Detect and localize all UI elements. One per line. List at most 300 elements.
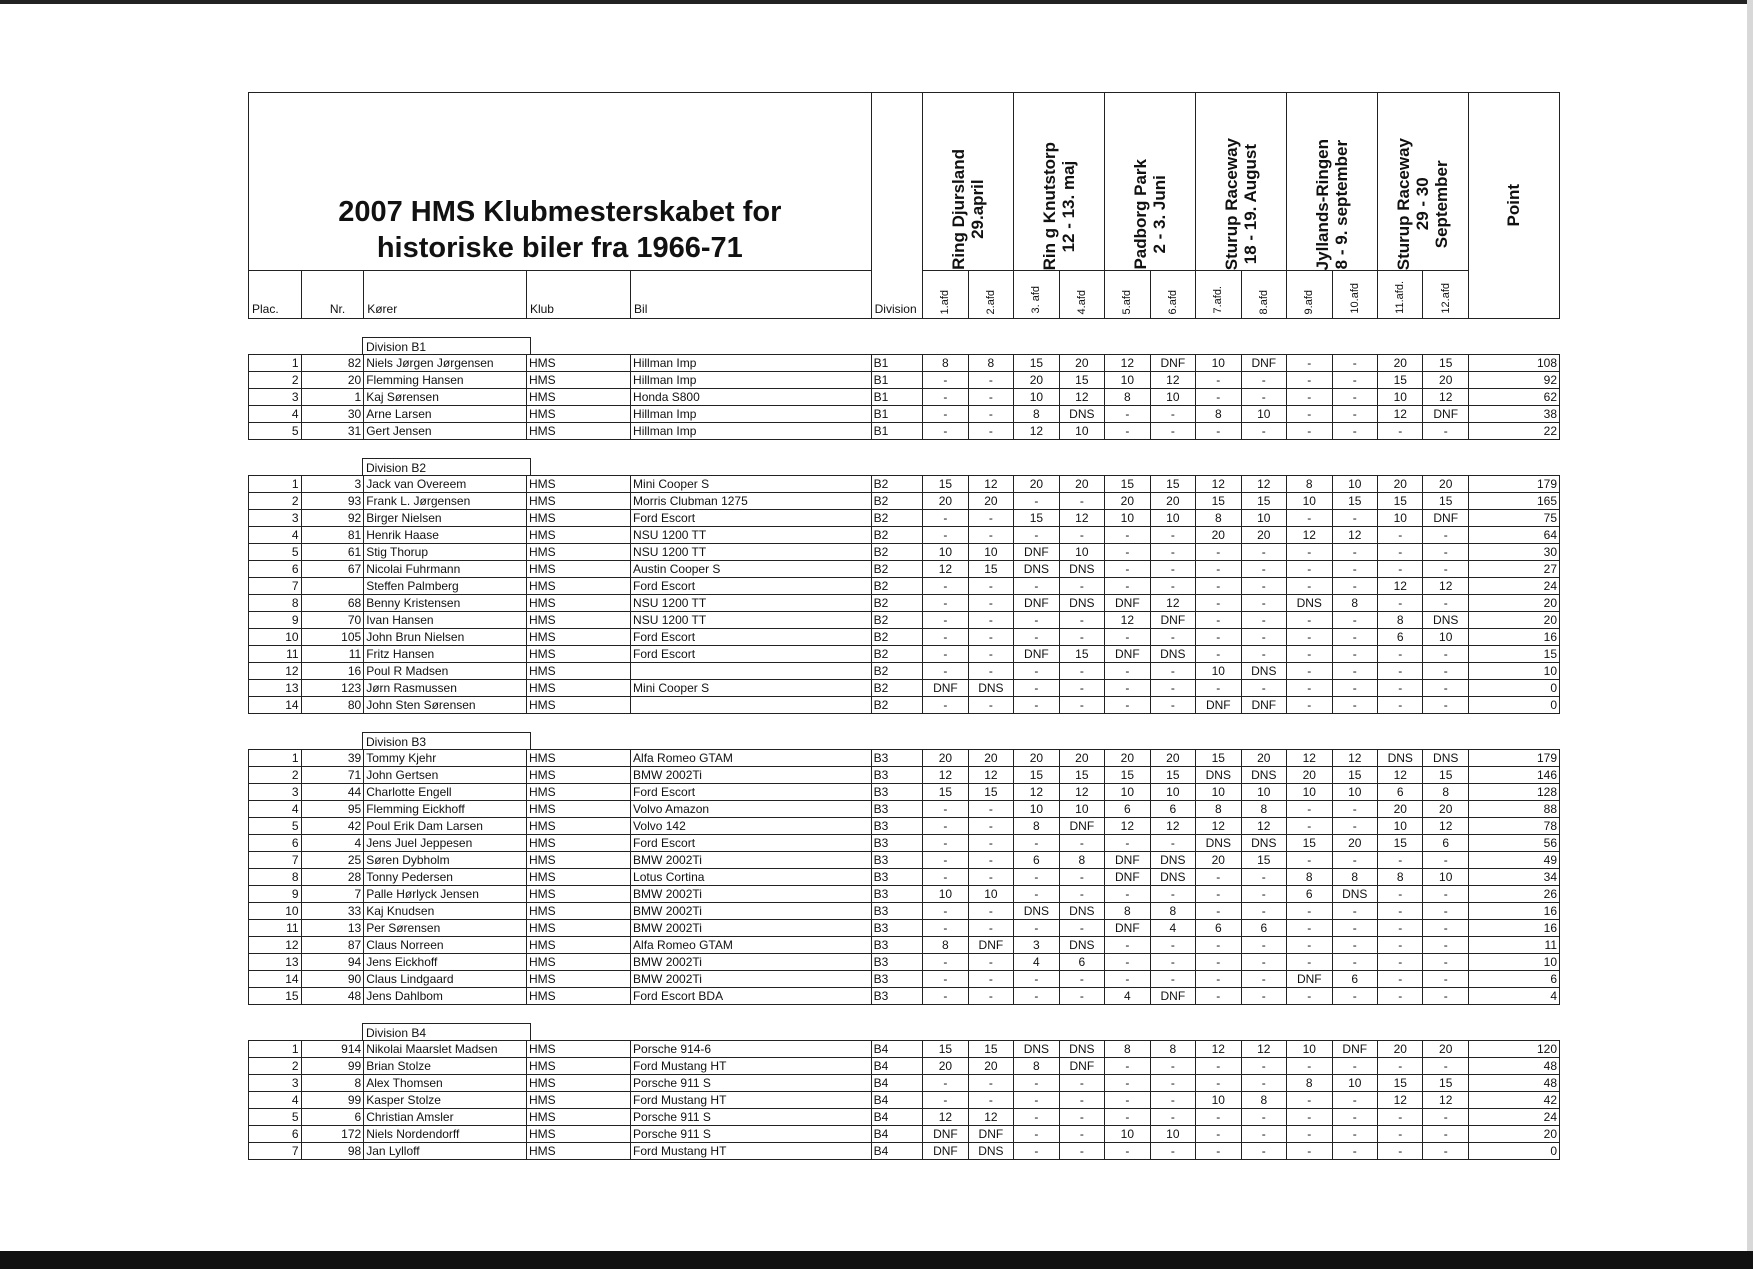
cell-round-result: - bbox=[1378, 852, 1423, 869]
table-row bbox=[249, 697, 1560, 714]
cell-plac: 14 bbox=[249, 697, 302, 714]
cell-round-result: 20 bbox=[1196, 527, 1241, 544]
cell-points: 30 bbox=[1468, 544, 1559, 561]
cell-round-result: - bbox=[1378, 988, 1423, 1005]
cell-round-result: - bbox=[1150, 663, 1195, 680]
cell-round-result: DNF bbox=[1014, 646, 1059, 663]
cell-round-result: DNS bbox=[1150, 646, 1195, 663]
cell-nr: 6 bbox=[301, 1109, 364, 1126]
cell-division: B1 bbox=[871, 389, 923, 406]
cell-round-result: 8 bbox=[1150, 903, 1195, 920]
cell-round-result: - bbox=[1423, 886, 1468, 903]
cell-car: Ford Escort BDA bbox=[631, 988, 872, 1005]
col-header-driver: Kører bbox=[364, 271, 527, 319]
cell-round-result: 12 bbox=[968, 767, 1013, 784]
cell-club: HMS bbox=[526, 663, 630, 680]
cell-round-result: 8 bbox=[1196, 510, 1241, 527]
cell-division: B2 bbox=[871, 578, 923, 595]
cell-nr: 172 bbox=[301, 1126, 364, 1143]
cell-division: B1 bbox=[871, 406, 923, 423]
cell-round-result: DNS bbox=[1423, 750, 1468, 767]
cell-round-result: 15 bbox=[1423, 493, 1468, 510]
cell-round-result: - bbox=[1332, 954, 1377, 971]
cell-round-result: 10 bbox=[1196, 663, 1241, 680]
cell-round-result: - bbox=[1059, 612, 1104, 629]
cell-driver: Niels Nordendorff bbox=[364, 1126, 527, 1143]
table-row bbox=[249, 1092, 1560, 1109]
cell-car: Volvo Amazon bbox=[631, 801, 872, 818]
cell-round-result: 8 bbox=[1241, 801, 1286, 818]
cell-round-result: - bbox=[1378, 561, 1423, 578]
cell-nr: 48 bbox=[301, 988, 364, 1005]
cell-round-result: 6 bbox=[1241, 920, 1286, 937]
cell-round-result: - bbox=[1059, 1075, 1104, 1092]
cell-round-result: - bbox=[1105, 1092, 1150, 1109]
cell-round-result: - bbox=[923, 510, 968, 527]
cell-car: Volvo 142 bbox=[631, 818, 872, 835]
cell-nr: 95 bbox=[301, 801, 364, 818]
cell-round-result: - bbox=[1241, 423, 1286, 440]
cell-round-result: - bbox=[1059, 869, 1104, 886]
round-header: 11.afd. bbox=[1378, 271, 1423, 319]
cell-round-result: 12 bbox=[1014, 784, 1059, 801]
cell-round-result: - bbox=[1241, 1109, 1286, 1126]
cell-plac: 9 bbox=[249, 612, 302, 629]
cell-round-result: - bbox=[1241, 954, 1286, 971]
cell-driver: Claus Norreen bbox=[364, 937, 527, 954]
cell-round-result: 10 bbox=[1287, 1041, 1332, 1058]
cell-nr: 30 bbox=[301, 406, 364, 423]
table-row bbox=[249, 510, 1560, 527]
cell-round-result: 10 bbox=[1196, 1092, 1241, 1109]
cell-round-result: - bbox=[1105, 423, 1150, 440]
cell-points: 120 bbox=[1468, 1041, 1559, 1058]
cell-round-result: - bbox=[1014, 612, 1059, 629]
cell-driver: Nicolai Fuhrmann bbox=[364, 561, 527, 578]
cell-driver: Jens Dahlbom bbox=[364, 988, 527, 1005]
cell-round-result: 15 bbox=[1241, 852, 1286, 869]
cell-round-result: - bbox=[923, 406, 968, 423]
cell-round-result: 15 bbox=[1196, 493, 1241, 510]
table-row bbox=[249, 784, 1560, 801]
cell-driver: Fritz Hansen bbox=[364, 646, 527, 663]
event-header-3: Padborg Park 2 - 3. Juni bbox=[1105, 93, 1196, 271]
cell-round-result: - bbox=[1014, 697, 1059, 714]
cell-round-result: 8 bbox=[1105, 389, 1150, 406]
cell-round-result: - bbox=[1332, 423, 1377, 440]
cell-division: B2 bbox=[871, 510, 923, 527]
cell-round-result: - bbox=[1196, 578, 1241, 595]
cell-club: HMS bbox=[526, 835, 630, 852]
divisions-container bbox=[248, 319, 1560, 1160]
division-spacer bbox=[248, 714, 1560, 732]
cell-round-result: - bbox=[1332, 852, 1377, 869]
cell-round-result: - bbox=[1332, 544, 1377, 561]
cell-round-result: - bbox=[1241, 372, 1286, 389]
cell-round-result: 20 bbox=[1059, 476, 1104, 493]
cell-round-result: - bbox=[1196, 1058, 1241, 1075]
cell-round-result: 15 bbox=[1378, 1075, 1423, 1092]
cell-plac: 2 bbox=[249, 372, 302, 389]
cell-round-result: - bbox=[1059, 886, 1104, 903]
cell-plac: 2 bbox=[249, 493, 302, 510]
cell-round-result: 20 bbox=[1332, 835, 1377, 852]
cell-round-result: 12 bbox=[1287, 527, 1332, 544]
cell-nr: 105 bbox=[301, 629, 364, 646]
cell-nr: 16 bbox=[301, 663, 364, 680]
cell-round-result: 15 bbox=[1423, 1075, 1468, 1092]
cell-driver: Benny Kristensen bbox=[364, 595, 527, 612]
cell-driver: Tommy Kjehr bbox=[364, 750, 527, 767]
table-row bbox=[249, 629, 1560, 646]
table-row bbox=[249, 1041, 1560, 1058]
cell-round-result: - bbox=[1287, 578, 1332, 595]
cell-driver: Jens Eickhoff bbox=[364, 954, 527, 971]
round-header: 5.afd bbox=[1105, 271, 1150, 319]
cell-division: B2 bbox=[871, 527, 923, 544]
cell-round-result: - bbox=[1241, 937, 1286, 954]
cell-round-result: 10 bbox=[1196, 784, 1241, 801]
cell-round-result: DNS bbox=[1241, 767, 1286, 784]
table-row bbox=[249, 372, 1560, 389]
cell-round-result: 10 bbox=[1150, 1126, 1195, 1143]
cell-round-result: - bbox=[1332, 1126, 1377, 1143]
cell-round-result: - bbox=[1378, 1058, 1423, 1075]
cell-round-result: 12 bbox=[1287, 750, 1332, 767]
cell-club: HMS bbox=[526, 680, 630, 697]
cell-round-result: 15 bbox=[1014, 355, 1059, 372]
cell-plac: 4 bbox=[249, 801, 302, 818]
cell-round-result: - bbox=[1332, 1109, 1377, 1126]
cell-round-result: 12 bbox=[1423, 578, 1468, 595]
cell-points: 0 bbox=[1468, 1143, 1559, 1160]
cell-round-result: 10 bbox=[968, 544, 1013, 561]
cell-car bbox=[631, 663, 872, 680]
cell-round-result: - bbox=[1378, 903, 1423, 920]
cell-round-result: DNS bbox=[1423, 612, 1468, 629]
cell-round-result: 10 bbox=[1150, 784, 1195, 801]
cell-round-result: DNS bbox=[1196, 767, 1241, 784]
cell-division: B3 bbox=[871, 971, 923, 988]
cell-round-result: - bbox=[923, 835, 968, 852]
cell-club: HMS bbox=[526, 646, 630, 663]
cell-round-result: - bbox=[1287, 561, 1332, 578]
division-table bbox=[248, 354, 1560, 440]
cell-round-result: - bbox=[968, 423, 1013, 440]
cell-round-result: - bbox=[1332, 920, 1377, 937]
cell-car: Porsche 911 S bbox=[631, 1109, 872, 1126]
cell-round-result: - bbox=[1332, 903, 1377, 920]
cell-round-result: 12 bbox=[968, 476, 1013, 493]
cell-points: 10 bbox=[1468, 663, 1559, 680]
cell-round-result: - bbox=[1150, 1109, 1195, 1126]
cell-driver: Christian Amsler bbox=[364, 1109, 527, 1126]
table-row bbox=[249, 1075, 1560, 1092]
table-row bbox=[249, 937, 1560, 954]
cell-round-result: - bbox=[1196, 646, 1241, 663]
cell-plac: 3 bbox=[249, 510, 302, 527]
cell-round-result: 6 bbox=[1196, 920, 1241, 937]
cell-round-result: 15 bbox=[1332, 493, 1377, 510]
cell-nr: 81 bbox=[301, 527, 364, 544]
cell-round-result: - bbox=[1105, 680, 1150, 697]
cell-driver: John Gertsen bbox=[364, 767, 527, 784]
cell-round-result: 6 bbox=[1105, 801, 1150, 818]
cell-round-result: DNF bbox=[923, 1126, 968, 1143]
cell-round-result: DNF bbox=[968, 937, 1013, 954]
cell-club: HMS bbox=[526, 903, 630, 920]
cell-round-result: 10 bbox=[1014, 801, 1059, 818]
cell-car: BMW 2002Ti bbox=[631, 920, 872, 937]
cell-car: Honda S800 bbox=[631, 389, 872, 406]
cell-round-result: DNF bbox=[1287, 971, 1332, 988]
cell-round-result: - bbox=[1150, 835, 1195, 852]
cell-club: HMS bbox=[526, 595, 630, 612]
cell-club: HMS bbox=[526, 372, 630, 389]
cell-round-result: - bbox=[1423, 680, 1468, 697]
cell-plac: 1 bbox=[249, 355, 302, 372]
round-header: 2.afd bbox=[968, 271, 1013, 319]
cell-round-result: - bbox=[1287, 937, 1332, 954]
cell-round-result: 20 bbox=[1423, 1041, 1468, 1058]
cell-round-result: 10 bbox=[1378, 389, 1423, 406]
cell-plac: 2 bbox=[249, 767, 302, 784]
cell-club: HMS bbox=[526, 852, 630, 869]
cell-round-result: - bbox=[1196, 612, 1241, 629]
cell-round-result: - bbox=[1332, 697, 1377, 714]
cell-round-result: - bbox=[1332, 937, 1377, 954]
cell-points: 24 bbox=[1468, 578, 1559, 595]
cell-round-result: - bbox=[1332, 612, 1377, 629]
cell-round-result: - bbox=[968, 1092, 1013, 1109]
cell-round-result: - bbox=[1014, 920, 1059, 937]
cell-round-result: 15 bbox=[1150, 767, 1195, 784]
cell-nr: 914 bbox=[301, 1041, 364, 1058]
cell-round-result: DNS bbox=[1150, 869, 1195, 886]
cell-round-result: 15 bbox=[923, 476, 968, 493]
cell-round-result: 15 bbox=[923, 1041, 968, 1058]
cell-car: Porsche 914-6 bbox=[631, 1041, 872, 1058]
cell-round-result: 15 bbox=[1014, 510, 1059, 527]
cell-round-result: 20 bbox=[1059, 750, 1104, 767]
table-row bbox=[249, 971, 1560, 988]
cell-round-result: - bbox=[1105, 663, 1150, 680]
cell-round-result: - bbox=[1196, 544, 1241, 561]
cell-round-result: - bbox=[1059, 680, 1104, 697]
cell-round-result: 15 bbox=[1105, 767, 1150, 784]
cell-round-result: - bbox=[923, 852, 968, 869]
cell-plac: 13 bbox=[249, 680, 302, 697]
cell-round-result: 20 bbox=[923, 493, 968, 510]
cell-round-result: - bbox=[1150, 544, 1195, 561]
cell-round-result: - bbox=[1014, 1126, 1059, 1143]
cell-round-result: - bbox=[1378, 697, 1423, 714]
cell-round-result: - bbox=[1332, 1092, 1377, 1109]
cell-nr: 99 bbox=[301, 1092, 364, 1109]
cell-driver: Kaj Knudsen bbox=[364, 903, 527, 920]
cell-round-result: DNF bbox=[1105, 646, 1150, 663]
cell-round-result: - bbox=[1014, 1143, 1059, 1160]
cell-plac: 5 bbox=[249, 544, 302, 561]
cell-round-result: - bbox=[1150, 1058, 1195, 1075]
round-header: 3. afd bbox=[1014, 271, 1059, 319]
cell-round-result: - bbox=[1150, 423, 1195, 440]
cell-round-result: 12 bbox=[1378, 1092, 1423, 1109]
cell-points: 16 bbox=[1468, 629, 1559, 646]
table-row bbox=[249, 903, 1560, 920]
cell-round-result: - bbox=[1196, 389, 1241, 406]
division-block bbox=[248, 458, 1560, 714]
cell-nr: 80 bbox=[301, 697, 364, 714]
cell-division: B3 bbox=[871, 852, 923, 869]
cell-round-result: - bbox=[1059, 1126, 1104, 1143]
cell-round-result: - bbox=[1105, 971, 1150, 988]
cell-round-result: - bbox=[923, 389, 968, 406]
cell-round-result: - bbox=[968, 510, 1013, 527]
division-label: Division B3 bbox=[362, 732, 531, 749]
division-label: Division B2 bbox=[362, 458, 531, 475]
cell-round-result: DNF bbox=[1332, 1041, 1377, 1058]
cell-round-result: - bbox=[1423, 595, 1468, 612]
cell-round-result: - bbox=[1059, 971, 1104, 988]
cell-driver: Søren Dybholm bbox=[364, 852, 527, 869]
cell-round-result: DNF bbox=[1241, 355, 1286, 372]
cell-car: Hillman Imp bbox=[631, 372, 872, 389]
cell-division: B3 bbox=[871, 886, 923, 903]
cell-club: HMS bbox=[526, 818, 630, 835]
cell-round-result: - bbox=[1287, 801, 1332, 818]
cell-round-result: - bbox=[923, 646, 968, 663]
cell-round-result: - bbox=[968, 971, 1013, 988]
cell-round-result: DNF bbox=[1241, 697, 1286, 714]
cell-round-result: - bbox=[1241, 544, 1286, 561]
cell-nr: 94 bbox=[301, 954, 364, 971]
cell-division: B4 bbox=[871, 1109, 923, 1126]
cell-round-result: 20 bbox=[1378, 476, 1423, 493]
cell-round-result: 10 bbox=[1423, 869, 1468, 886]
cell-round-result: - bbox=[1105, 561, 1150, 578]
cell-round-result: 10 bbox=[1332, 1075, 1377, 1092]
cell-round-result: - bbox=[1241, 680, 1286, 697]
cell-round-result: 10 bbox=[1014, 389, 1059, 406]
cell-round-result: DNF bbox=[1105, 869, 1150, 886]
cell-car: Porsche 911 S bbox=[631, 1126, 872, 1143]
cell-car: Hillman Imp bbox=[631, 423, 872, 440]
cell-round-result: 8 bbox=[1196, 801, 1241, 818]
cell-round-result: - bbox=[968, 869, 1013, 886]
round-header: 4.afd bbox=[1059, 271, 1104, 319]
cell-driver: Poul R Madsen bbox=[364, 663, 527, 680]
cell-round-result: - bbox=[1150, 954, 1195, 971]
cell-division: B4 bbox=[871, 1126, 923, 1143]
cell-car: BMW 2002Ti bbox=[631, 971, 872, 988]
scan-edge-top bbox=[0, 0, 1753, 4]
cell-club: HMS bbox=[526, 937, 630, 954]
cell-round-result: 20 bbox=[923, 750, 968, 767]
cell-round-result: 15 bbox=[968, 1041, 1013, 1058]
cell-round-result: - bbox=[1287, 1092, 1332, 1109]
cell-car: Ford Escort bbox=[631, 835, 872, 852]
cell-division: B2 bbox=[871, 646, 923, 663]
cell-round-result: - bbox=[1378, 971, 1423, 988]
cell-car: NSU 1200 TT bbox=[631, 612, 872, 629]
cell-points: 20 bbox=[1468, 595, 1559, 612]
table-row bbox=[249, 767, 1560, 784]
cell-plac: 7 bbox=[249, 852, 302, 869]
cell-round-result: 10 bbox=[968, 886, 1013, 903]
cell-round-result: 8 bbox=[1105, 903, 1150, 920]
cell-round-result: 20 bbox=[1059, 355, 1104, 372]
cell-nr: 7 bbox=[301, 886, 364, 903]
table-row bbox=[249, 869, 1560, 886]
cell-division: B4 bbox=[871, 1075, 923, 1092]
cell-round-result: 12 bbox=[1150, 818, 1195, 835]
cell-round-result: 20 bbox=[1241, 750, 1286, 767]
table-row bbox=[249, 595, 1560, 612]
cell-club: HMS bbox=[526, 355, 630, 372]
cell-driver: Per Sørensen bbox=[364, 920, 527, 937]
cell-round-result: - bbox=[1014, 1109, 1059, 1126]
cell-round-result: 12 bbox=[1059, 510, 1104, 527]
cell-club: HMS bbox=[526, 920, 630, 937]
cell-points: 62 bbox=[1468, 389, 1559, 406]
cell-round-result: 15 bbox=[1423, 767, 1468, 784]
cell-car: Alfa Romeo GTAM bbox=[631, 937, 872, 954]
cell-plac: 15 bbox=[249, 988, 302, 1005]
cell-car: NSU 1200 TT bbox=[631, 527, 872, 544]
division-table bbox=[248, 749, 1560, 1005]
cell-round-result: - bbox=[1378, 423, 1423, 440]
cell-round-result: - bbox=[1150, 629, 1195, 646]
cell-nr: 33 bbox=[301, 903, 364, 920]
cell-round-result: - bbox=[923, 697, 968, 714]
cell-round-result: - bbox=[1059, 1109, 1104, 1126]
cell-club: HMS bbox=[526, 1041, 630, 1058]
col-header-nr: Nr. bbox=[301, 271, 364, 319]
cell-round-result: - bbox=[923, 903, 968, 920]
cell-nr: 99 bbox=[301, 1058, 364, 1075]
cell-car: Ford Mustang HT bbox=[631, 1058, 872, 1075]
cell-round-result: - bbox=[968, 629, 1013, 646]
cell-round-result: - bbox=[1105, 406, 1150, 423]
title-line-1: 2007 HMS Klubmesterskabet for bbox=[338, 196, 782, 228]
cell-round-result: DNF bbox=[1150, 612, 1195, 629]
cell-round-result: DNS bbox=[1241, 835, 1286, 852]
cell-driver: Ivan Hansen bbox=[364, 612, 527, 629]
cell-round-result: - bbox=[1378, 595, 1423, 612]
cell-points: 49 bbox=[1468, 852, 1559, 869]
cell-driver: Jan Lylloff bbox=[364, 1143, 527, 1160]
cell-driver: Kasper Stolze bbox=[364, 1092, 527, 1109]
cell-round-result: - bbox=[1241, 886, 1286, 903]
cell-round-result: - bbox=[1150, 886, 1195, 903]
cell-round-result: 20 bbox=[968, 1058, 1013, 1075]
cell-round-result: - bbox=[1332, 1143, 1377, 1160]
cell-round-result: 12 bbox=[1105, 612, 1150, 629]
cell-points: 34 bbox=[1468, 869, 1559, 886]
cell-round-result: - bbox=[1014, 680, 1059, 697]
cell-round-result: 15 bbox=[1378, 493, 1423, 510]
cell-club: HMS bbox=[526, 971, 630, 988]
cell-round-result: 15 bbox=[1105, 476, 1150, 493]
cell-club: HMS bbox=[526, 767, 630, 784]
cell-points: 4 bbox=[1468, 988, 1559, 1005]
cell-round-result: - bbox=[1423, 527, 1468, 544]
cell-round-result: DNF bbox=[1423, 406, 1468, 423]
cell-club: HMS bbox=[526, 578, 630, 595]
cell-round-result: - bbox=[1059, 835, 1104, 852]
cell-round-result: 8 bbox=[923, 355, 968, 372]
